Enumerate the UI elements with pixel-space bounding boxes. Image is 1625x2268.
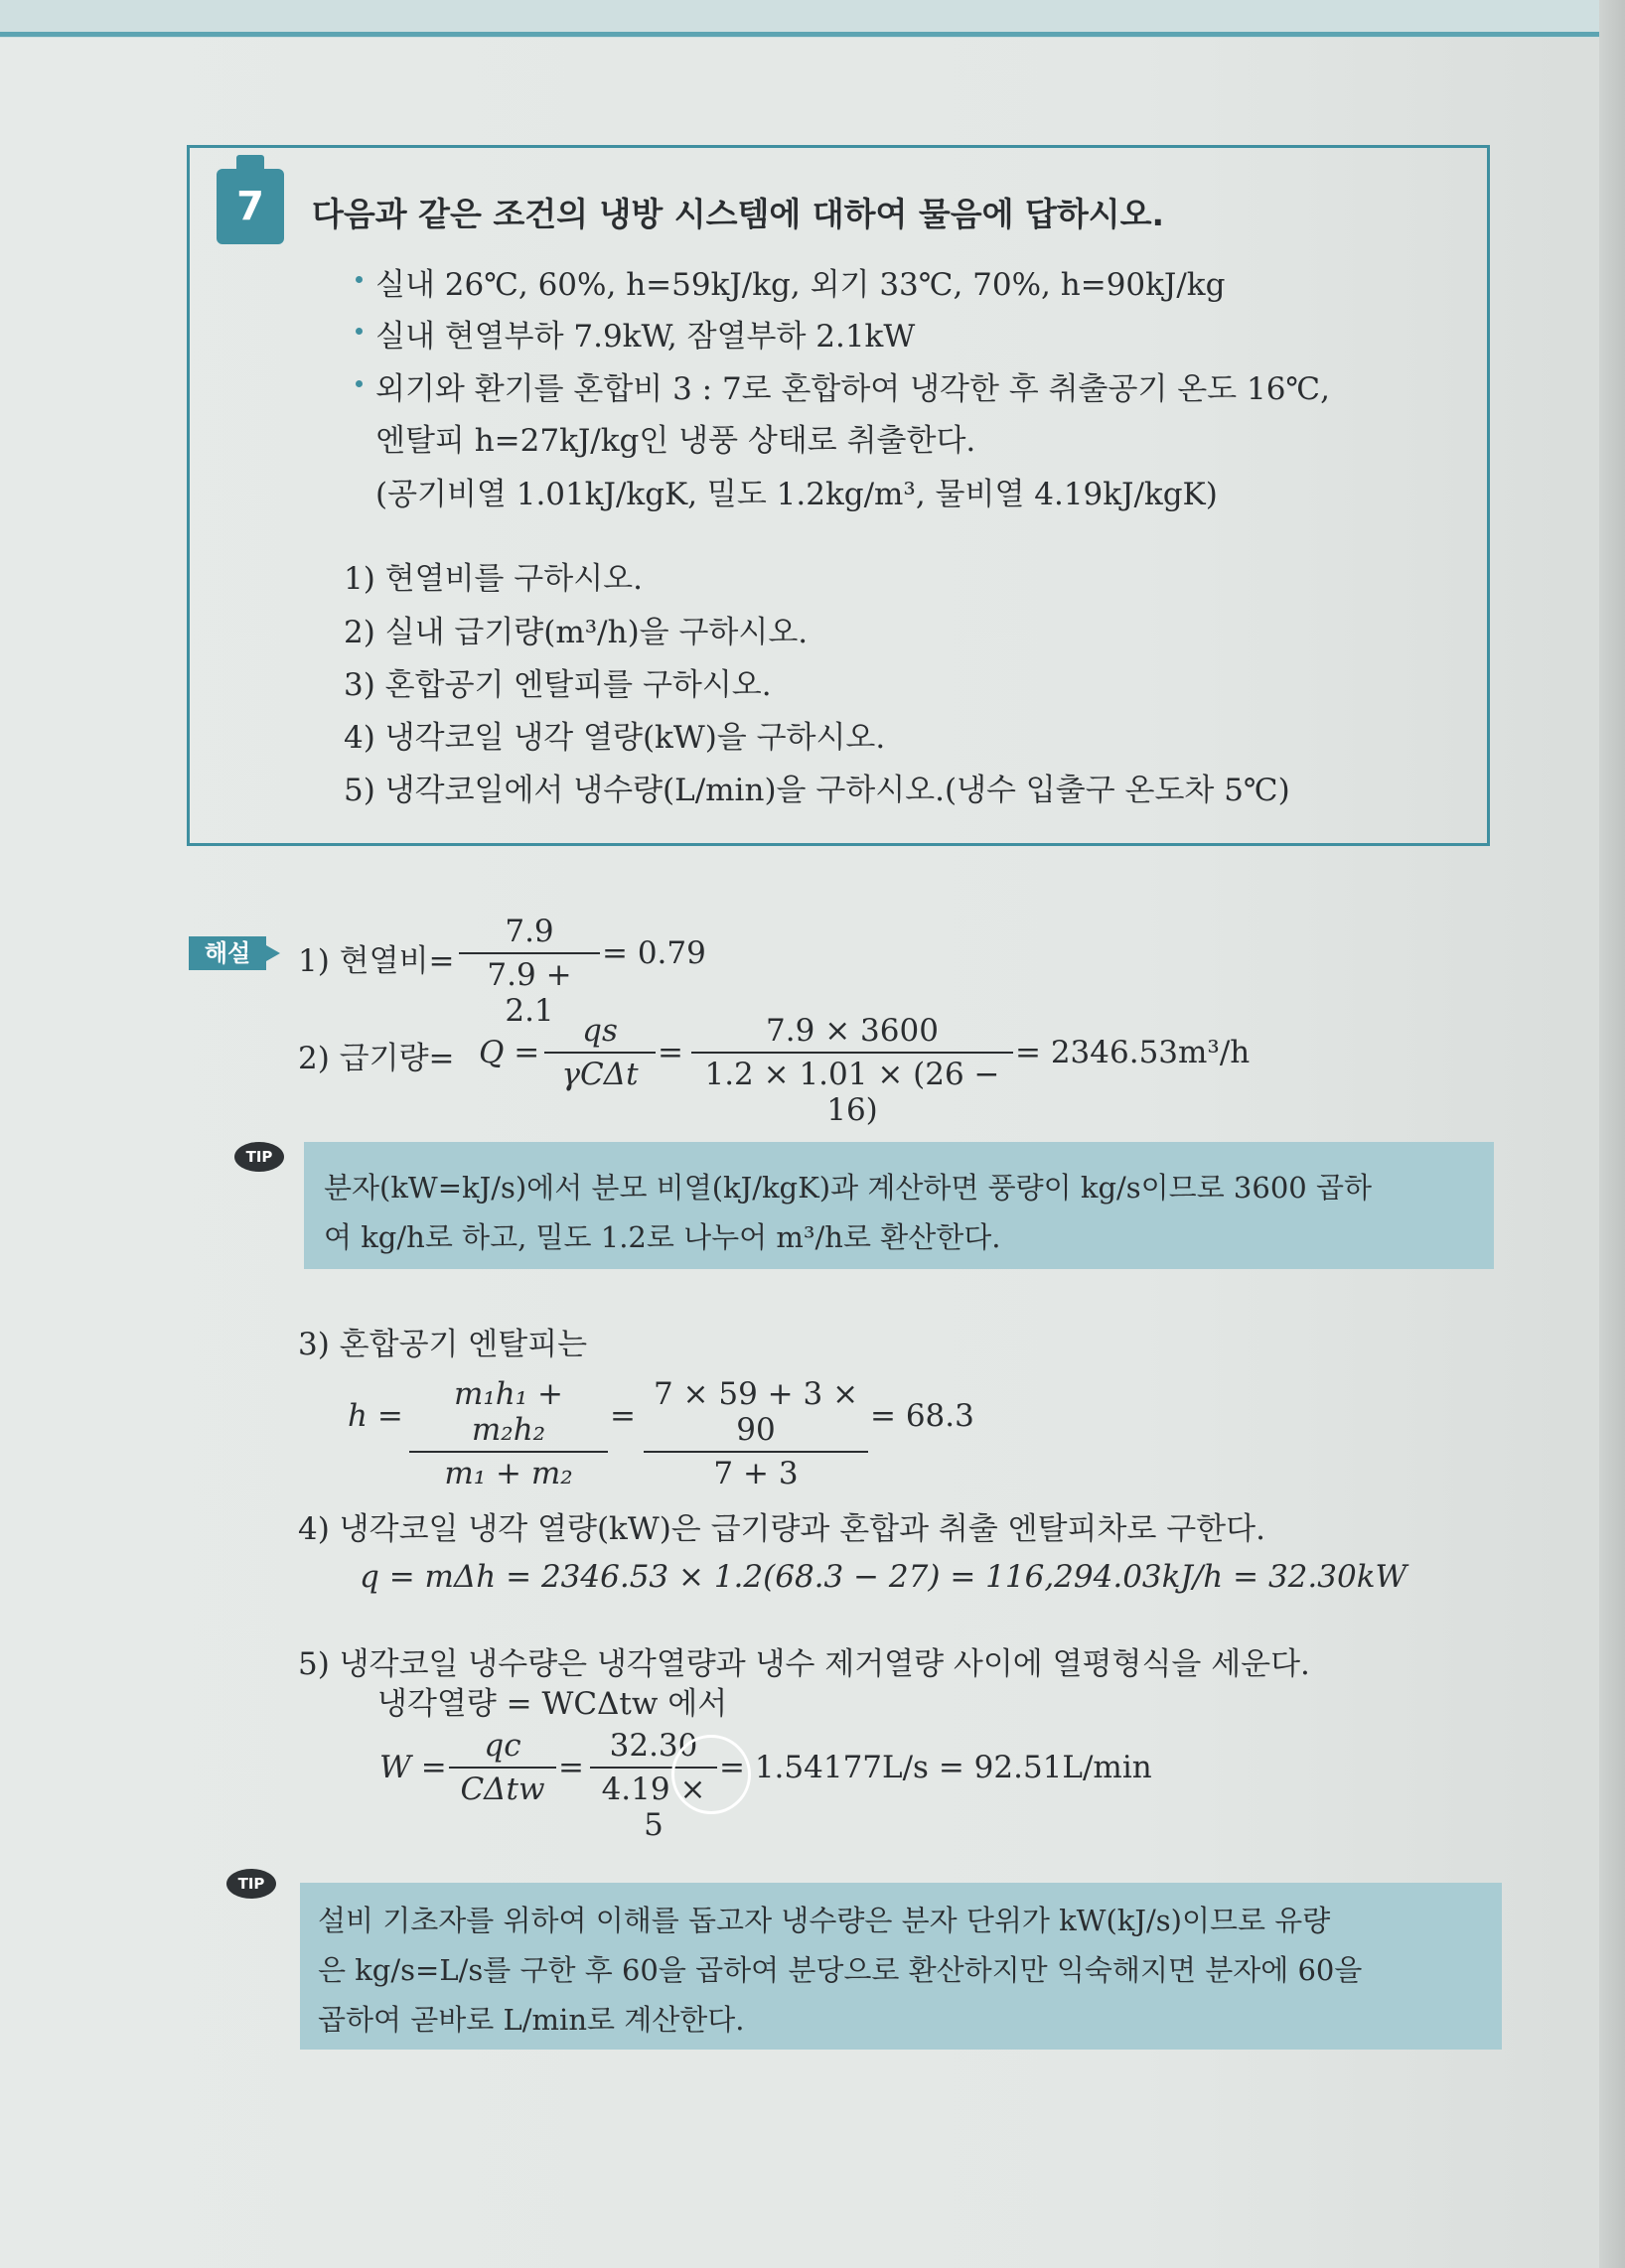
tip1-line-1: 분자(kW=kJ/s)에서 분모 비열(kJ/kgK)과 계산하면 풍량이 kg/s이므로 3600 곱하 — [324, 1171, 1372, 1205]
s3-label: 3) 혼합공기 엔탈피는 — [298, 1327, 588, 1362]
s3-fraction-2 — [644, 1376, 868, 1491]
tip-badge-1: TIP — [234, 1142, 284, 1172]
s1-numerator: 7.9 — [505, 914, 554, 949]
s3-f1-numerator: m₁h₁ + m₂h₂ — [453, 1376, 564, 1448]
s5-f2-numerator: 32.30 — [609, 1728, 698, 1764]
s3-lhs: h = — [348, 1398, 403, 1434]
s2-fraction-1 — [544, 1013, 656, 1092]
tip2-line-3: 곱하여 곧바로 L/min로 계산한다. — [318, 2003, 745, 2037]
tip-badge-2: TIP — [226, 1869, 276, 1899]
question-number-badge — [217, 155, 284, 244]
condition-2: 실내 현열부하 7.9kW, 잠열부하 2.1kW — [375, 319, 916, 354]
s5-lhs: W = — [379, 1750, 447, 1785]
s2-f1-numerator: qs — [582, 1013, 618, 1049]
condition-1: 실내 26℃, 60%, h=59kJ/kg, 외기 33℃, 70%, h=90kJ/kg — [375, 267, 1226, 303]
s2-f2-denominator: 1.2 × 1.01 × (26 − 16) — [704, 1057, 1000, 1128]
question-item-3: 3) 혼합공기 엔탈피를 구하시오. — [344, 667, 772, 703]
bullet-icon — [356, 380, 363, 387]
constants: (공기비열 1.01kJ/kgK, 밀도 1.2kg/m³, 물비열 4.19kJ/kgK) — [375, 477, 1218, 512]
s3-equals: = — [610, 1398, 636, 1434]
solution-tag: 해설 — [189, 936, 266, 970]
question-item-2: 2) 실내 급기량(m³/h)을 구하시오. — [344, 615, 809, 650]
header-rule — [0, 32, 1625, 37]
s1-result: = 0.79 — [602, 935, 706, 971]
s5-f1-numerator: qc — [484, 1728, 521, 1764]
s2-f2-numerator: 7.9 × 3600 — [766, 1013, 939, 1049]
tip2-line-1: 설비 기초자를 위하여 이해를 돕고자 냉수량은 분자 단위가 kW(kJ/s)이므로 유량 — [318, 1904, 1331, 1937]
s1-denominator: 7.9 + 2.1 — [487, 957, 572, 1029]
s2-label: 2) 급기량= — [298, 1041, 455, 1076]
s3-f2-numerator: 7 × 59 + 3 × 90 — [653, 1376, 859, 1448]
s1-label: 1) 현열비= — [298, 943, 455, 979]
s3-result: = 68.3 — [870, 1398, 974, 1434]
tip1-line-2: 여 kg/h로 하고, 밀도 1.2로 나누어 m³/h로 환산한다. — [324, 1220, 1001, 1254]
s3-f2-denominator: 7 + 3 — [713, 1456, 799, 1491]
s5-f2-denominator: 4.19 × 5 — [601, 1772, 706, 1843]
s5-f1-denominator: CΔtw — [460, 1772, 545, 1807]
question-title: 다음과 같은 조건의 냉방 시스템에 대하여 물음에 답하시오. — [312, 195, 1165, 233]
s2-equals: = — [658, 1035, 683, 1070]
s3-fraction-1 — [409, 1376, 608, 1491]
tip2-line-2: 은 kg/s=L/s를 구한 후 60을 곱하여 분당으로 환산하지만 익숙해지면 분자에 60을 — [318, 1953, 1363, 1987]
s5-fraction-1 — [449, 1728, 556, 1807]
s5-sub: 냉각열량 = WCΔtw 에서 — [377, 1686, 728, 1722]
bullet-icon — [356, 276, 363, 283]
s2-fraction-2 — [691, 1013, 1013, 1128]
s5-equals: = — [558, 1750, 584, 1785]
question-item-1: 1) 현열비를 구하시오. — [344, 561, 643, 597]
question-number: 7 — [217, 169, 284, 244]
page-edge — [1599, 0, 1625, 2268]
bullet-icon — [356, 328, 363, 335]
s1-fraction — [459, 914, 600, 1029]
condition-3: 외기와 환기를 혼합비 3 : 7로 혼합하여 냉각한 후 취출공기 온도 16℃, — [375, 371, 1330, 407]
s4-formula: q = mΔh = 2346.53 × 1.2(68.3 − 27) = 116,294.03kJ/h = 32.30kW — [360, 1559, 1407, 1595]
s3-f1-denominator: m₁ + m₂ — [444, 1456, 573, 1491]
touch-indicator — [671, 1735, 751, 1814]
question-item-5: 5) 냉각코일에서 냉수량(L/min)을 구하시오.(냉수 입출구 온도차 5℃) — [344, 773, 1290, 808]
s2-result: = 2346.53m³/h — [1015, 1035, 1251, 1070]
s2-f1-denominator: γCΔt — [561, 1057, 639, 1092]
s5-label: 5) 냉각코일 냉수량은 냉각열량과 냉수 제거열량 사이에 열평형식을 세운다. — [298, 1646, 1310, 1682]
condition-3-cont: 엔탈피 h=27kJ/kg인 냉풍 상태로 취출한다. — [375, 423, 976, 459]
s4-label: 4) 냉각코일 냉각 열량(kW)은 급기량과 혼합과 취출 엔탈피차로 구한다. — [298, 1511, 1265, 1547]
s2-lhs: Q = — [479, 1035, 540, 1070]
question-item-4: 4) 냉각코일 냉각 열량(kW)을 구하시오. — [344, 720, 886, 756]
s5-result: = 1.54177L/s = 92.51L/min — [719, 1750, 1152, 1785]
